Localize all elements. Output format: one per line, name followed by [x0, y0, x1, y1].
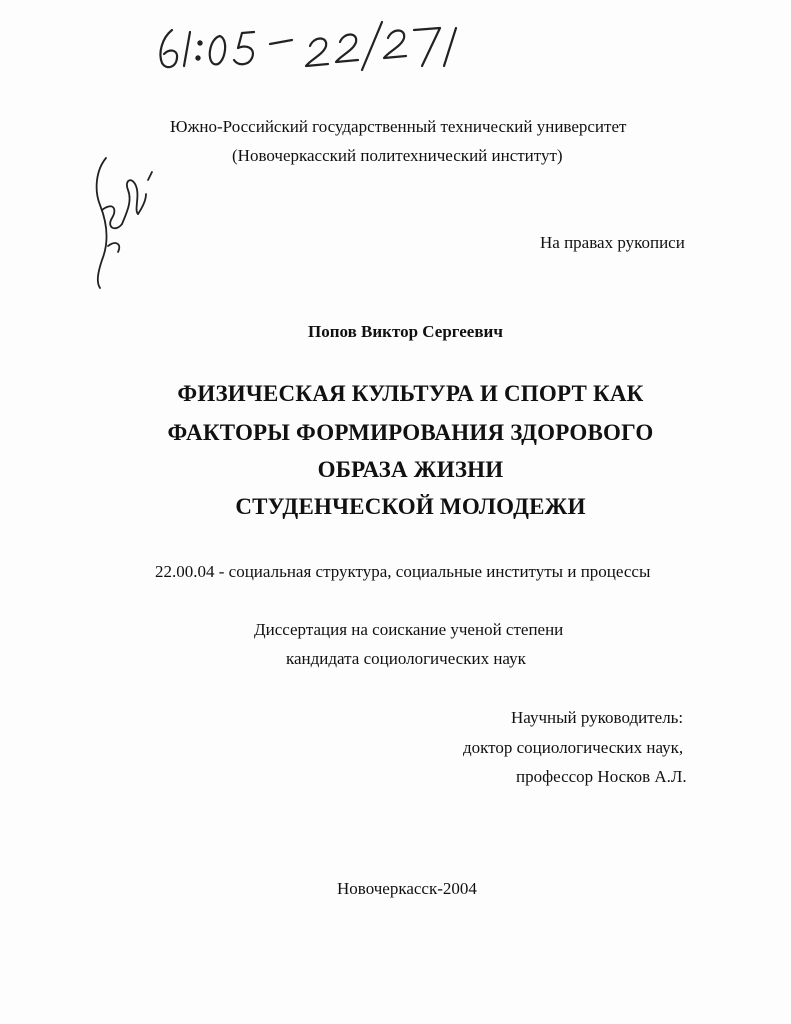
supervisor-name: профессор Носков А.Л.	[516, 767, 687, 786]
supervisor-label: Научный руководитель:	[511, 708, 684, 727]
degree-statement-line-1: Диссертация на соискание ученой степени	[254, 620, 564, 639]
institute-name: (Новочеркасский политехнический институт)	[232, 146, 563, 165]
signature-drawing	[88, 150, 158, 295]
supervisor-degree: доктор социологических наук,	[463, 738, 684, 757]
dissertation-title-line-2: ФАКТОРЫ ФОРМИРОВАНИЯ ЗДОРОВОГО	[167, 420, 654, 445]
university-name: Южно-Российский государственный технический университет	[170, 117, 627, 136]
handwritten-number-drawing	[150, 8, 490, 78]
degree-statement-line-2: кандидата социологических наук	[286, 649, 526, 668]
dissertation-title-line-1: ФИЗИЧЕСКАЯ КУЛЬТУРА И СПОРТ КАК	[177, 381, 644, 406]
manuscript-rights-note: На правах рукописи	[540, 233, 685, 252]
dissertation-title-line-4: СТУДЕНЧЕСКОЙ МОЛОДЕЖИ	[235, 494, 586, 519]
author-name: Попов Виктор Сергеевич	[308, 322, 503, 341]
specialty-code: 22.00.04 - социальная структура, социальные институты и процессы	[155, 562, 651, 581]
place-and-year: Новочеркасск-2004	[337, 879, 477, 898]
handwritten-catalog-number	[150, 8, 490, 78]
dissertation-title-line-3: ОБРАЗА ЖИЗНИ	[317, 457, 504, 482]
handwritten-signature	[88, 150, 158, 295]
